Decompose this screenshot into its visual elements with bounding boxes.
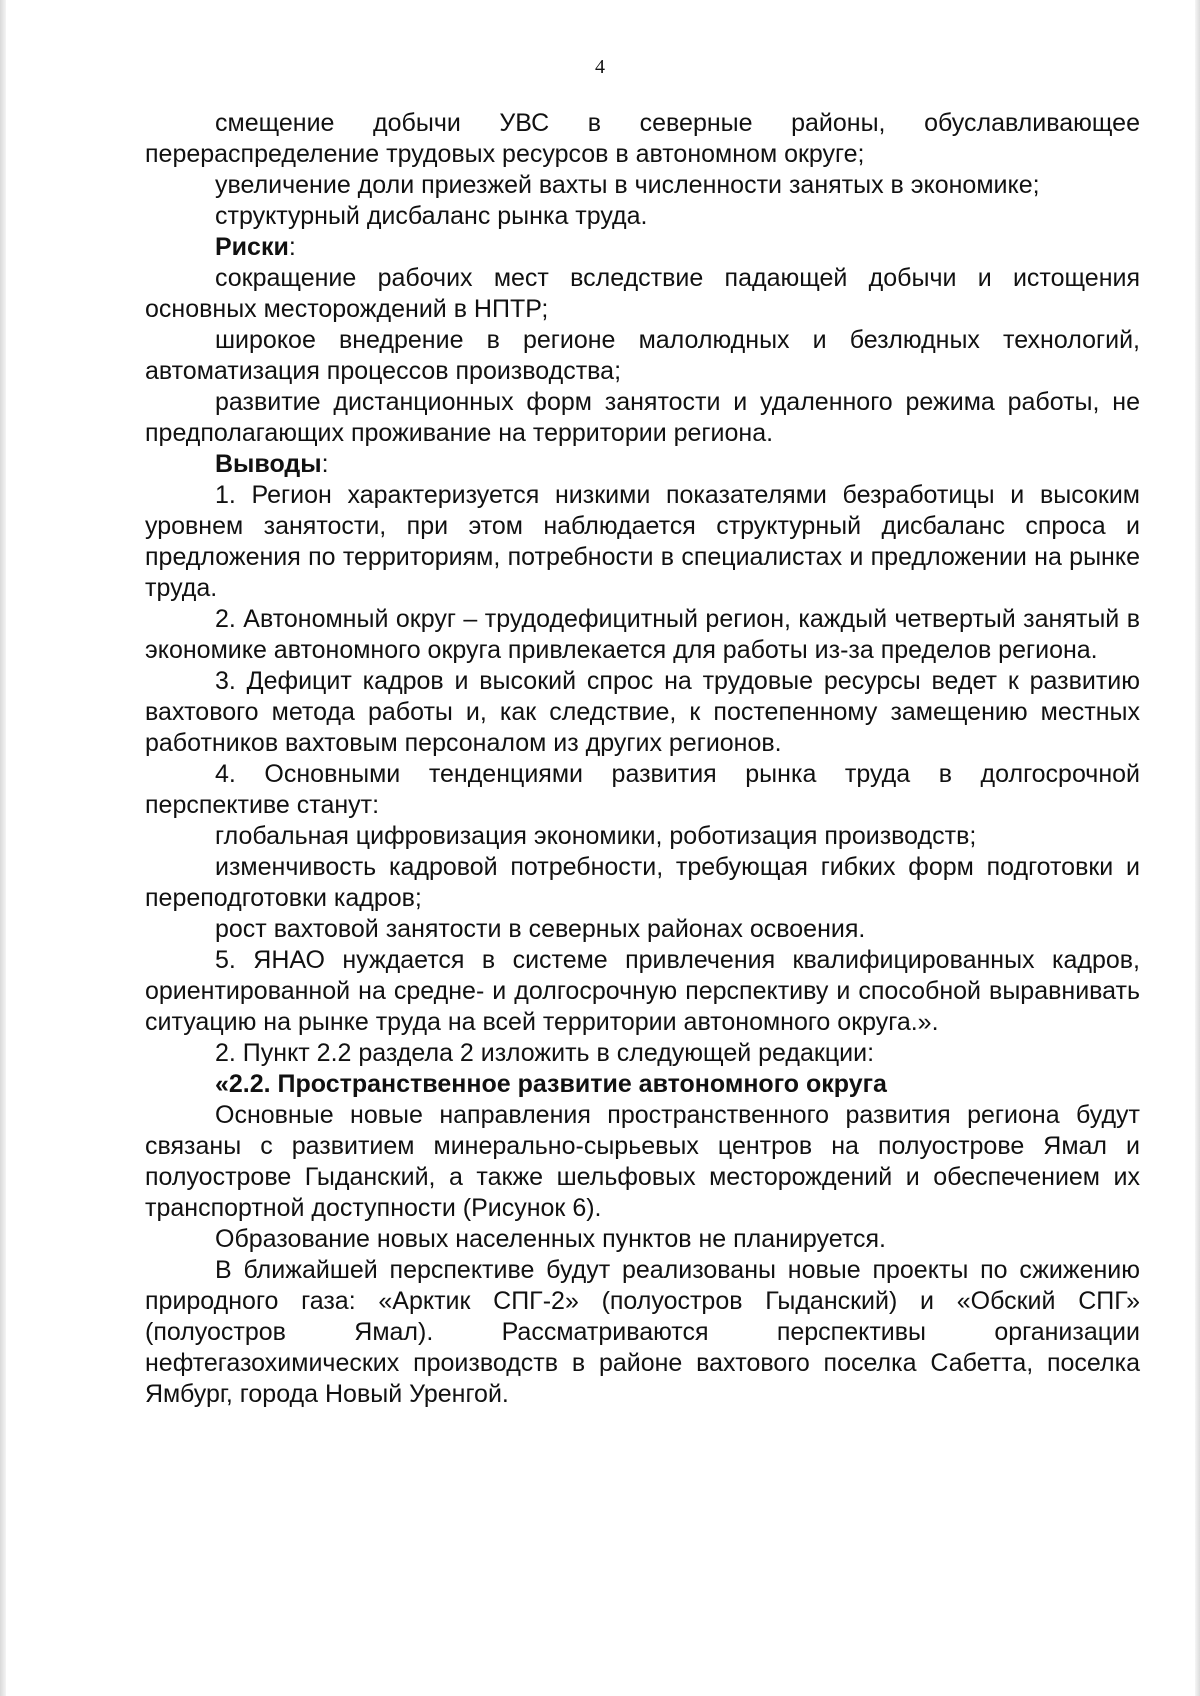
- paragraph: [145, 1255, 1140, 1410]
- paragraph: [145, 1224, 1140, 1255]
- paragraph: [145, 480, 1140, 604]
- paragraph-text: увеличение доли приезжей вахты в численности занятых в экономике;: [215, 171, 1040, 199]
- paragraph: [145, 325, 1140, 387]
- conclusions-heading: [145, 449, 1140, 480]
- paragraph: [145, 759, 1140, 821]
- paragraph: [145, 604, 1140, 666]
- paragraph-text: смещение добычи УВС в северные районы, обуславливающее перераспределение трудовых ресурсов в автономном округе;: [145, 109, 1140, 168]
- paragraph-text: изменчивость кадровой потребности, требующая гибких форм подготовки и переподготовки кадров;: [145, 853, 1140, 912]
- paragraph-text: Основные новые направления пространственного развития региона будут связаны с развитием минерально-сырьевых центров на полуострове Ямал и полуострове Гыданский, а также шельфовых месторождений и обеспечением их транспортной доступности (Рисунок 6).: [145, 1101, 1140, 1222]
- paragraph: [145, 852, 1140, 914]
- paragraph-text: В ближайшей перспективе будут реализованы новые проекты по сжижению природного газа: «Арктик СПГ-2» (полуостров Гыданский) и «Обский СПГ» (полуостров Ямал). Рассматриваются перспективы организации нефтегазохимических производств в районе вахтового поселка Сабетта, поселка Ямбург, города Новый Уренгой.: [145, 1256, 1140, 1408]
- paragraph-text: сокращение рабочих мест вследствие падающей добычи и истощения основных месторождений в НПТР;: [145, 264, 1140, 323]
- page-edge-left: [0, 0, 6, 1696]
- page-number: 4: [595, 56, 605, 78]
- paragraph: [145, 387, 1140, 449]
- heading-bold-text: Риски: [215, 233, 289, 261]
- paragraph-text: Образование новых населенных пунктов не планируется.: [215, 1225, 886, 1253]
- heading-punctuation: :: [321, 450, 329, 478]
- page-edge-right: [1195, 0, 1200, 1696]
- document-body: [145, 108, 1140, 1410]
- paragraph-text: развитие дистанционных форм занятости и удаленного режима работы, не предполагающих проживание на территории региона.: [145, 388, 1140, 447]
- heading-punctuation: :: [288, 233, 296, 261]
- paragraph-text: 2. Пункт 2.2 раздела 2 изложить в следующей редакции:: [215, 1039, 875, 1067]
- paragraph: [145, 263, 1140, 325]
- heading-bold-text: Выводы: [215, 450, 322, 478]
- paragraph: [145, 201, 1140, 232]
- paragraph-text: структурный дисбаланс рынка труда.: [215, 202, 648, 230]
- paragraph: [145, 1100, 1140, 1224]
- section-heading: [145, 1069, 1140, 1100]
- paragraph-text: 2. Автономный округ – трудодефицитный регион, каждый четвертый занятый в экономике автономного округа привлекается для работы из-за пределов региона.: [145, 605, 1140, 664]
- paragraph-text: 5. ЯНАО нуждается в системе привлечения квалифицированных кадров, ориентированной на средне- и долгосрочную перспективу и способной выравнивать ситуацию на рынке труда на всей территории автономного округа.».: [145, 946, 1140, 1036]
- paragraph-text: 4. Основными тенденциями развития рынка труда в долгосрочной перспективе станут:: [145, 760, 1140, 819]
- paragraph: [145, 945, 1140, 1038]
- risks-heading: [145, 232, 1140, 263]
- paragraph: [145, 666, 1140, 759]
- paragraph: [145, 170, 1140, 201]
- paragraph-text: рост вахтовой занятости в северных районах освоения.: [215, 915, 866, 943]
- paragraph-text: 1. Регион характеризуется низкими показателями безработицы и высоким уровнем занятости, при этом наблюдается структурный дисбаланс спроса и предложения по территориям, потребности в специалистах и предложении на рынке труда.: [145, 481, 1140, 602]
- heading-bold-text: «2.2. Пространственное развитие автономного округа: [215, 1070, 887, 1098]
- paragraph: [145, 108, 1140, 170]
- paragraph-text: глобальная цифровизация экономики, роботизация производств;: [215, 822, 977, 850]
- paragraph-text: широкое внедрение в регионе малолюдных и безлюдных технологий, автоматизация процессов производства;: [145, 326, 1140, 385]
- paragraph-text: 3. Дефицит кадров и высокий спрос на трудовые ресурсы ведет к развитию вахтового метода работы и, как следствие, к постепенному замещению местных работников вахтовым персоналом из других регионов.: [145, 667, 1140, 757]
- paragraph: [145, 914, 1140, 945]
- paragraph: [145, 1038, 1140, 1069]
- paragraph: [145, 821, 1140, 852]
